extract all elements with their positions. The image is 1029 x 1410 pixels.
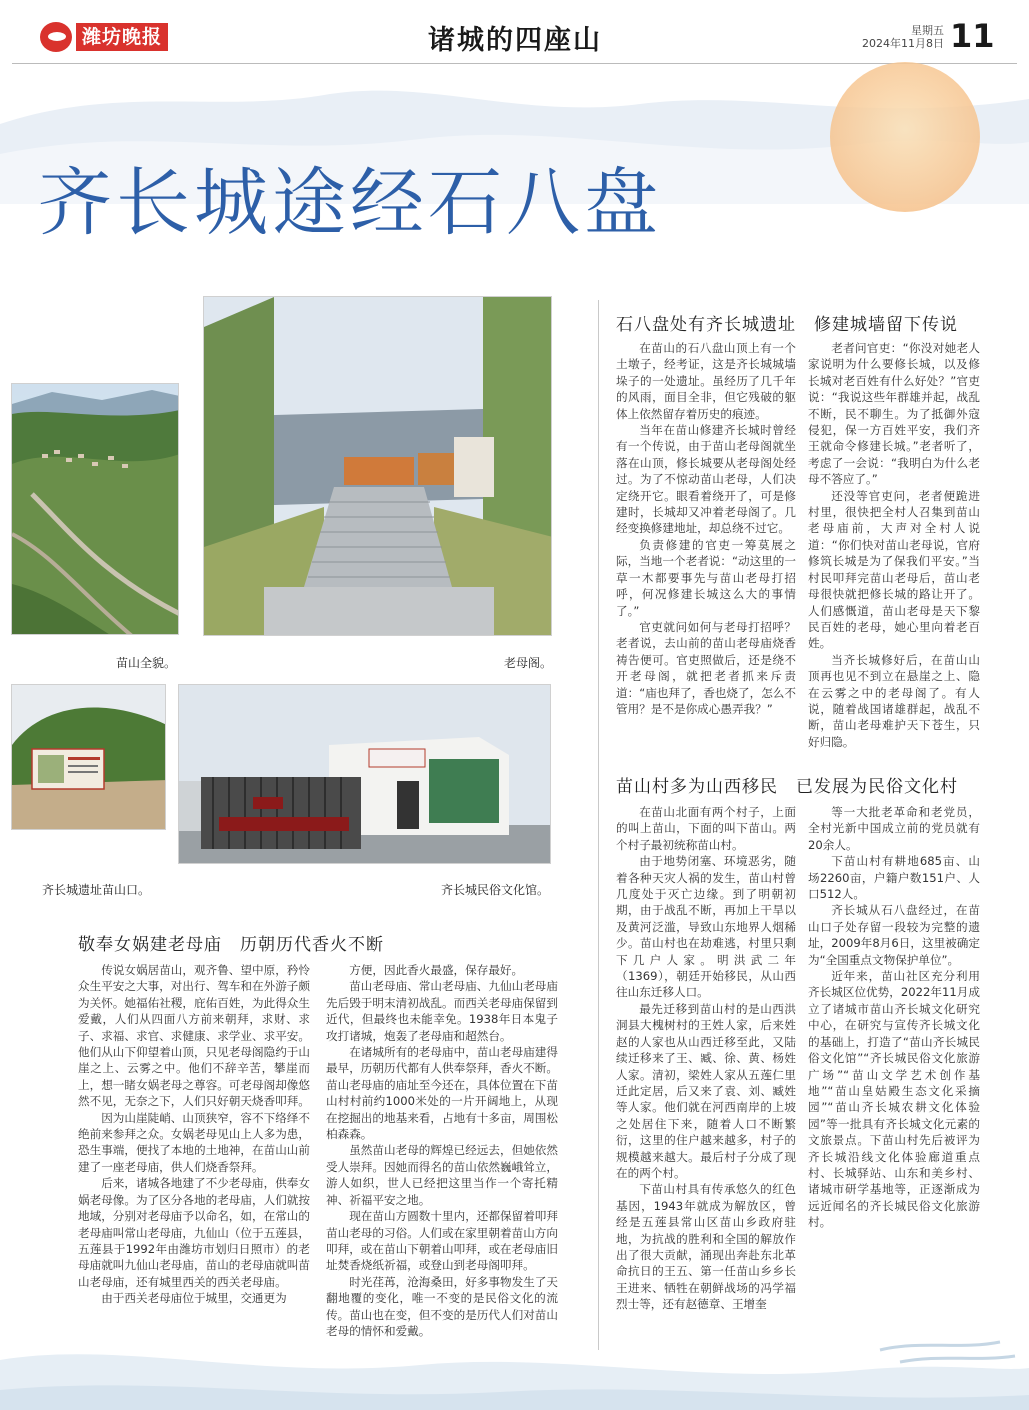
column-divider [598, 300, 599, 1350]
paragraph: 苗山老母庙、常山老母庙、九仙山老母庙先后毁于明末清初战乱。而西关老母庙保留到近代，但最终也未能幸免。1938年日本鬼子攻打诸城，炮轰了老母庙和超然台。 [326, 979, 558, 1043]
sun-decoration [830, 62, 980, 212]
hall-image [179, 685, 551, 864]
caption-folk-culture-hall: 齐长城民俗文化馆。 [441, 883, 550, 897]
paragraph: 后来，诸城各地建了不少老母庙，供奉女娲老母像。为了区分各地的老母庙，人们就按地域，分别对老母庙予以命名，如，在常山的老母庙叫常山老母庙，九仙山（位于五莲县，五莲县于1992年由潍坊市划归日照市）的老母庙就叫九仙山老母庙，苗山的老母庙就叫苗山老母庙，还有城里西关的西关老母庙。 [78, 1176, 310, 1289]
photo-laomu-pavilion[interactable] [203, 296, 552, 636]
logo-text: 潍坊晚报 [76, 23, 168, 51]
date-block [862, 24, 944, 50]
article2-column1 [616, 804, 796, 1313]
caption-miaoshan-overview: 苗山全貌。 [116, 656, 177, 670]
article2-subtitle: 苗山村多为山西移民 已发展为民俗文化村 [616, 777, 958, 797]
paragraph: 在苗山的石八盘山顶上有一个土墩子，经考证，这是齐长城城墙垛子的一处遗址。虽经历了几千年的风雨，面目全非，但它残破的躯体上依然留存着历史的痕迹。 [616, 341, 796, 421]
paragraph: 近年来，苗山社区充分利用齐长城区位优势，2022年11月成立了诸城市苗山齐长城文化研究中心，在研究与宣传齐长城文化的基础上，打造了“苗山齐长城民俗文化馆”“齐长城民俗文化旅游广场”“苗山文学艺术创作基地”“苗山皇姑殿生态文化采摘园”“苗山齐长城农耕文化体验园”等一批具有齐长城文化元素的文旅景点。下苗山村先后被评为齐长城沿线文化体验廊道重点村、长城驿站、山东和美乡村、诸城市研学基地等，正逐渐成为远近闻名的齐长城民俗文化旅游村。 [808, 969, 980, 1230]
paragraph: 最先迁移到苗山村的是山西洪洞县大槐树村的王姓人家，后来姓赵的人家也从山西迁移至此，又陆续迁移来了王、臧、徐、黄、杨姓人家。清初，梁姓人家从五莲仁里迁此定居，后又来了袁、刘、臧姓等人家。他们就在河西南岸的上坡之处居住下来，随着人口不断繁衍，这里的住户越来越多，村子的规模越来越大。最后村子分成了现在的两个村。 [616, 1001, 796, 1180]
wave-decoration [0, 1310, 1029, 1410]
issue-date: 2024年11月8日 [862, 37, 944, 50]
photo-great-wall-relic[interactable] [11, 684, 166, 830]
paragraph: 现在苗山方圆数十里内，还都保留着叩拜苗山老母的习俗。人们或在家里朝着苗山方向叩拜，或在苗山下朝着山叩拜，或在老母庙旧址焚香烧纸祈福，或登山到老母阁叩拜。 [326, 1209, 558, 1273]
paragraph: 等一大批老革命和老党员，全村光新中国成立前的党员就有20余人。 [808, 805, 980, 852]
logo-icon [40, 22, 72, 52]
article1-subtitle: 石八盘处有齐长城遗址 修建城墙留下传说 [616, 315, 958, 335]
paragraph: 由于地势闭塞、环境恶劣，随着各种天灾人祸的发生，苗山村曾几度处于灭亡边缘。到了明朝初期，由于战乱不断，再加上干旱以及黄河泛滥，导致山东地界人烟稀少。苗山村也在劫难逃，村里只剩下几户人家。明洪武二年（1369），朝廷开始移民，从山西往山东迁移人口。 [616, 854, 796, 1000]
paragraph: 当齐长城修好后，在苗山山顶再也见不到立在悬崖之上、隐在云雾之中的老母阁了。有人说，随着战国诸雄群起，战乱不断，苗山老母难护天下苍生，只好归隐。 [808, 652, 980, 749]
headline: 齐长城途经石八盘 [38, 160, 662, 246]
paragraph: 因为山崖陡峭、山顶狭窄，容不下络绎不绝前来参拜之众。女娲老母见山上人多为患，恐生事端，便找了本地的土地神，在苗山山前建了一座老母庙，供人们烧香祭拜。 [78, 1110, 310, 1174]
paragraph: 当年在苗山修建齐长城时曾经有一个传说，由于苗山老母阁就坐落在山顶，修长城要从老母阁处经过。为了不惊动苗山老母，人们决定绕开它。眼看着绕开了，可是修建时，长城却又冲着老母阁了。几经变换修建地址，却总绕不过它。 [616, 423, 796, 536]
paragraph: 传说女娲居苗山，观齐鲁、望中原，矜怜众生平安之大事，对出行、驾车和在外游子颇为关怀。她福佑社稷，庇佑百姓，为此得众生爱戴，人们从四面八方前来朝拜，求财、求子、求福、求官、求健康、求学业、求平安。他们从山下仰望着山顶，只见老母阁隐约于山崖之上、云雾之中。他们不辞辛苦，攀崖而上，想一睹女娲老母之尊容。可老母阁却像悠然不见，无奈之下，人们只好朝天烧香叩拜。 [78, 963, 310, 1109]
section-title: 诸城的四座山 [428, 25, 602, 56]
paragraph: 虽然苗山老母的辉煌已经远去，但她依然受人崇拜。因她而得名的苗山依然巍峨耸立，游人如织，世人已经把这里当作一个寄托精神、祈福平安之地。 [326, 1143, 558, 1207]
paragraph: 齐长城从石八盘经过，在苗山口子处存留一段较为完整的遗址，2009年8月6日，这里被确定为“全国重点文物保护单位”。 [808, 903, 980, 967]
article3-column1 [78, 962, 310, 1307]
paragraph: 官吏就问如何与老母打招呼？老者说，去山前的苗山老母庙烧香祷告便可。官吏照做后，还是绕不开老母阁，就把老者抓来斥责道：“庙也拜了，香也烧了，怎么不管用？是不是你成心愚弄我？” [616, 619, 796, 716]
page-header [0, 0, 1029, 64]
photo-folk-culture-hall[interactable] [178, 684, 551, 864]
pavilion-image [204, 297, 552, 636]
paragraph: 在诸城所有的老母庙中，苗山老母庙建得最早，历朝历代都有人供奉祭拜，香火不断。苗山老母庙的庙址至今还在，具体位置在下苗山村村前约1000米处的一片开阔地上，从现在挖掘出的地基来看，占地有十多亩，周围松柏森森。 [326, 1045, 558, 1142]
weekday: 星期五 [911, 24, 944, 37]
paragraph: 时光荏苒，沧海桑田，好多事物发生了天翻地覆的变化，唯一不变的是民俗文化的流传。苗山也在变，但不变的是历代人们对苗山老母的情怀和爱戴。 [326, 1274, 558, 1338]
paragraph: 方便，因此香火最盛，保存最好。 [349, 963, 524, 977]
article2-column2 [808, 804, 980, 1231]
page-number: 11 [950, 17, 995, 55]
article1-column2 [808, 340, 980, 750]
caption-great-wall-relic: 齐长城遗址苗山口。 [42, 883, 151, 897]
paragraph: 负责修建的官吏一筹莫展之际，当地一个老者说：“动这里的一草一木都要事先与苗山老母打招呼，何况修建长城这么大的事情了。” [616, 537, 796, 618]
paragraph: 老者问官吏：“你没对她老人家说明为什么要修长城，以及修长城对老百姓有什么好处？”官吏说：“我说这些年群雄并起，战乱不断，民不聊生。为了抵御外寇侵犯，保一方百姓平安，我们齐王就命令修建长城。”老者听了，考虑了一会说：“我明白为什么老母不答应了。” [808, 341, 980, 487]
photo-miaoshan-overview[interactable] [11, 383, 179, 635]
paragraph: 由于西关老母庙位于城里，交通更为 [101, 1291, 287, 1306]
landscape-image [12, 384, 179, 635]
caption-laomu-pavilion: 老母阁。 [504, 656, 553, 670]
article3-column2 [326, 962, 558, 1339]
newspaper-logo[interactable] [40, 22, 180, 52]
paragraph: 下苗山村具有传承悠久的红色基因，1943年就成为解放区，曾经是五莲县常山区苗山乡政府驻地，为抗战的胜利和全国的解放作出了很大贡献，涌现出奔赴东北革命抗日的王五、第一任苗山乡乡长王进来、牺牲在朝鲜战场的冯学福烈士等，还有赵德章、王增奎 [616, 1182, 796, 1312]
paragraph: 还没等官吏问，老者便跪进村里，很快把全村人召集到苗山老母庙前，大声对全村人说道：“你们快对苗山老母说，官府修筑长城是为了保我们平安。”当村民叩拜完苗山老母后，苗山老母很快就把修长城的路让开了。人们感慨道，苗山老母是天下黎民百姓的老母，她心里向着老百姓。 [808, 488, 980, 651]
relic-image [12, 685, 166, 830]
article3-subtitle: 敬奉女娲建老母庙 历朝历代香火不断 [78, 935, 384, 955]
paragraph: 在苗山北面有两个村子，上面的叫上苗山，下面的叫下苗山。两个村子最初统称苗山村。 [616, 805, 796, 852]
paragraph: 下苗山村有耕地685亩、山场2260亩，户籍户数151户、人口512人。 [808, 854, 980, 902]
article1-column1 [616, 340, 796, 717]
